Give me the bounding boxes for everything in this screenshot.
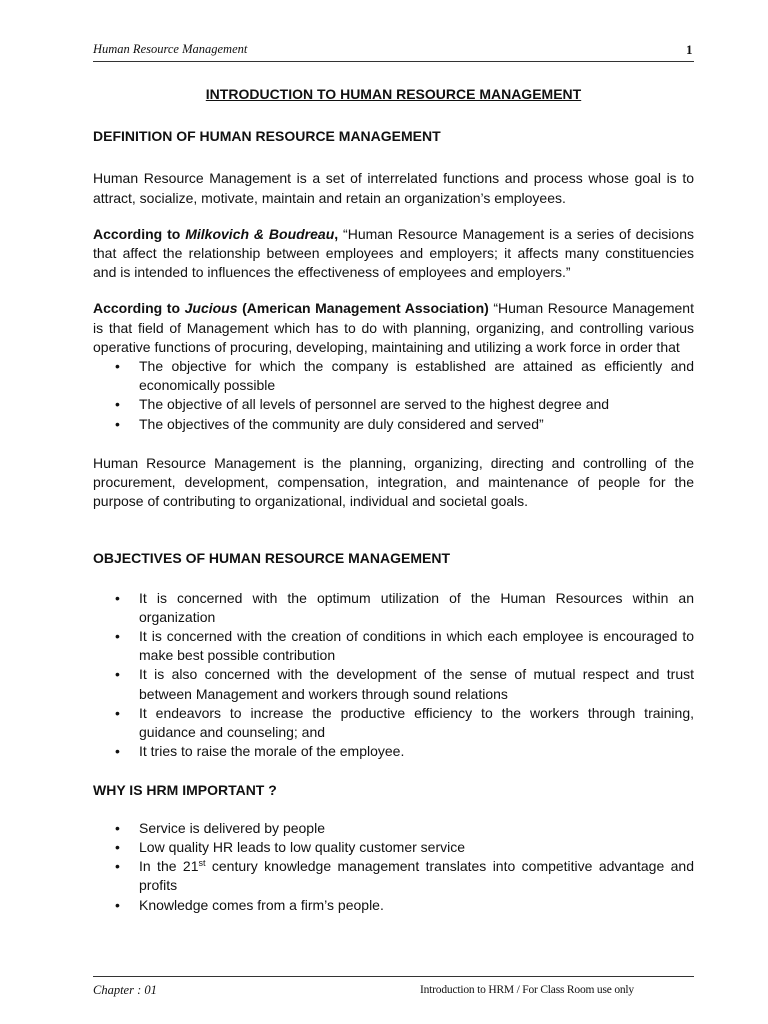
- list-item-text: It endeavors to increase the productive efficiency to the workers through training, guidance and counseling; and: [139, 704, 694, 741]
- quote-prefix: According to: [93, 225, 186, 242]
- footer-rule: [93, 976, 694, 977]
- list-item: [93, 415, 694, 434]
- list-item-text: In the 21: [139, 858, 199, 875]
- list-item: [93, 857, 694, 895]
- quote-author: Milkovich & Boudreau: [185, 225, 335, 242]
- bullet-icon: •: [115, 743, 120, 760]
- objectives-heading: OBJECTIVES OF HUMAN RESOURCE MANAGEMENT: [93, 550, 451, 567]
- list-item: [93, 896, 694, 915]
- bullet-icon: •: [115, 858, 120, 875]
- quote-text: “Human Resource Management is a series of decisions that affect the relationship between employees and employers; it affects many constituencies and is intended to influences the effectiveness of employees and employers.”: [93, 225, 694, 281]
- running-header-title: Human Resource Management: [93, 42, 248, 56]
- definition-heading: DEFINITION OF HUMAN RESOURCE MANAGEMENT: [93, 128, 441, 145]
- jucious-bullet-list: [93, 357, 694, 434]
- list-item-text: Service is delivered by people: [139, 819, 325, 836]
- list-item-text: century knowledge management translates into competitive advantage and profits: [139, 858, 694, 894]
- page-number: 1: [686, 42, 693, 57]
- bullet-icon: •: [115, 358, 120, 375]
- importance-heading: WHY IS HRM IMPORTANT ?: [93, 782, 277, 799]
- bullet-icon: •: [115, 819, 120, 836]
- list-item-text: The objective of all levels of personnel are served to the highest degree and: [139, 396, 610, 413]
- definition-paragraph: Human Resource Management is a set of interrelated functions and process whose goal is to attract, socialize, motivate, maintain and retain an organization’s employees.: [93, 170, 694, 206]
- quote-jucious: [93, 299, 694, 357]
- list-item: [93, 838, 694, 857]
- quote-text: “Human Resource Management is that field of Management which has to do with planning, organizing, and controlling various operative functions of procuring, developing, maintaining and utilizing a work force in order that: [93, 300, 694, 355]
- quote-author: Jucious: [184, 300, 238, 317]
- list-item: [93, 357, 694, 395]
- quote-organization: (American Management Association): [237, 300, 489, 317]
- bullet-icon: •: [115, 589, 120, 606]
- quote-milkovich: [93, 225, 694, 283]
- importance-bullet-list: [93, 819, 694, 915]
- list-item-text: It is also concerned with the development of the sense of mutual respect and trust between Management and workers through sound relations: [139, 666, 694, 702]
- bullet-icon: •: [115, 896, 120, 913]
- bullet-icon: •: [115, 415, 120, 432]
- list-item: [93, 665, 694, 703]
- bullet-icon: •: [115, 704, 120, 721]
- list-item-text: Low quality HR leads to low quality customer service: [139, 838, 466, 855]
- list-item-text: It is concerned with the creation of conditions in which each employee is encouraged to make best possible contribution: [139, 628, 694, 664]
- footer-note: Introduction to HRM / For Class Room use only: [420, 984, 634, 996]
- footer-chapter: Chapter : 01: [93, 983, 157, 997]
- list-item: [93, 704, 694, 742]
- header-rule: [93, 61, 694, 62]
- list-item-text: The objectives of the community are duly considered and served”: [139, 415, 544, 432]
- quote-comma: ,: [334, 225, 339, 242]
- document-title: INTRODUCTION TO HUMAN RESOURCE MANAGEMENT: [205, 86, 582, 102]
- bullet-icon: •: [115, 666, 120, 683]
- bullet-icon: •: [115, 396, 120, 413]
- planning-paragraph: Human Resource Management is the planning, organizing, directing and controlling of the procurement, development, compensation, integration, and maintenance of people for the purpose of contributing to organizational, individual and societal goals.: [93, 454, 694, 510]
- list-item: [93, 589, 694, 627]
- bullet-icon: •: [115, 838, 120, 855]
- list-item: [93, 395, 694, 414]
- list-item-text: Knowledge comes from a firm’s people.: [139, 896, 384, 913]
- bullet-icon: •: [115, 628, 120, 645]
- list-item-text: The objective for which the company is established are attained as efficiently and economically possible: [139, 358, 694, 394]
- quote-prefix: According to: [93, 300, 185, 317]
- objectives-bullet-list: [93, 589, 694, 762]
- list-item: [93, 819, 694, 838]
- list-item: [93, 627, 694, 665]
- list-item: [93, 742, 694, 761]
- document-body: [93, 85, 694, 915]
- list-item-text: It tries to raise the morale of the employee.: [139, 743, 405, 760]
- list-item-text: It is concerned with the optimum utilization of the Human Resources within an organization: [139, 589, 694, 625]
- ordinal-suffix: st: [198, 858, 206, 869]
